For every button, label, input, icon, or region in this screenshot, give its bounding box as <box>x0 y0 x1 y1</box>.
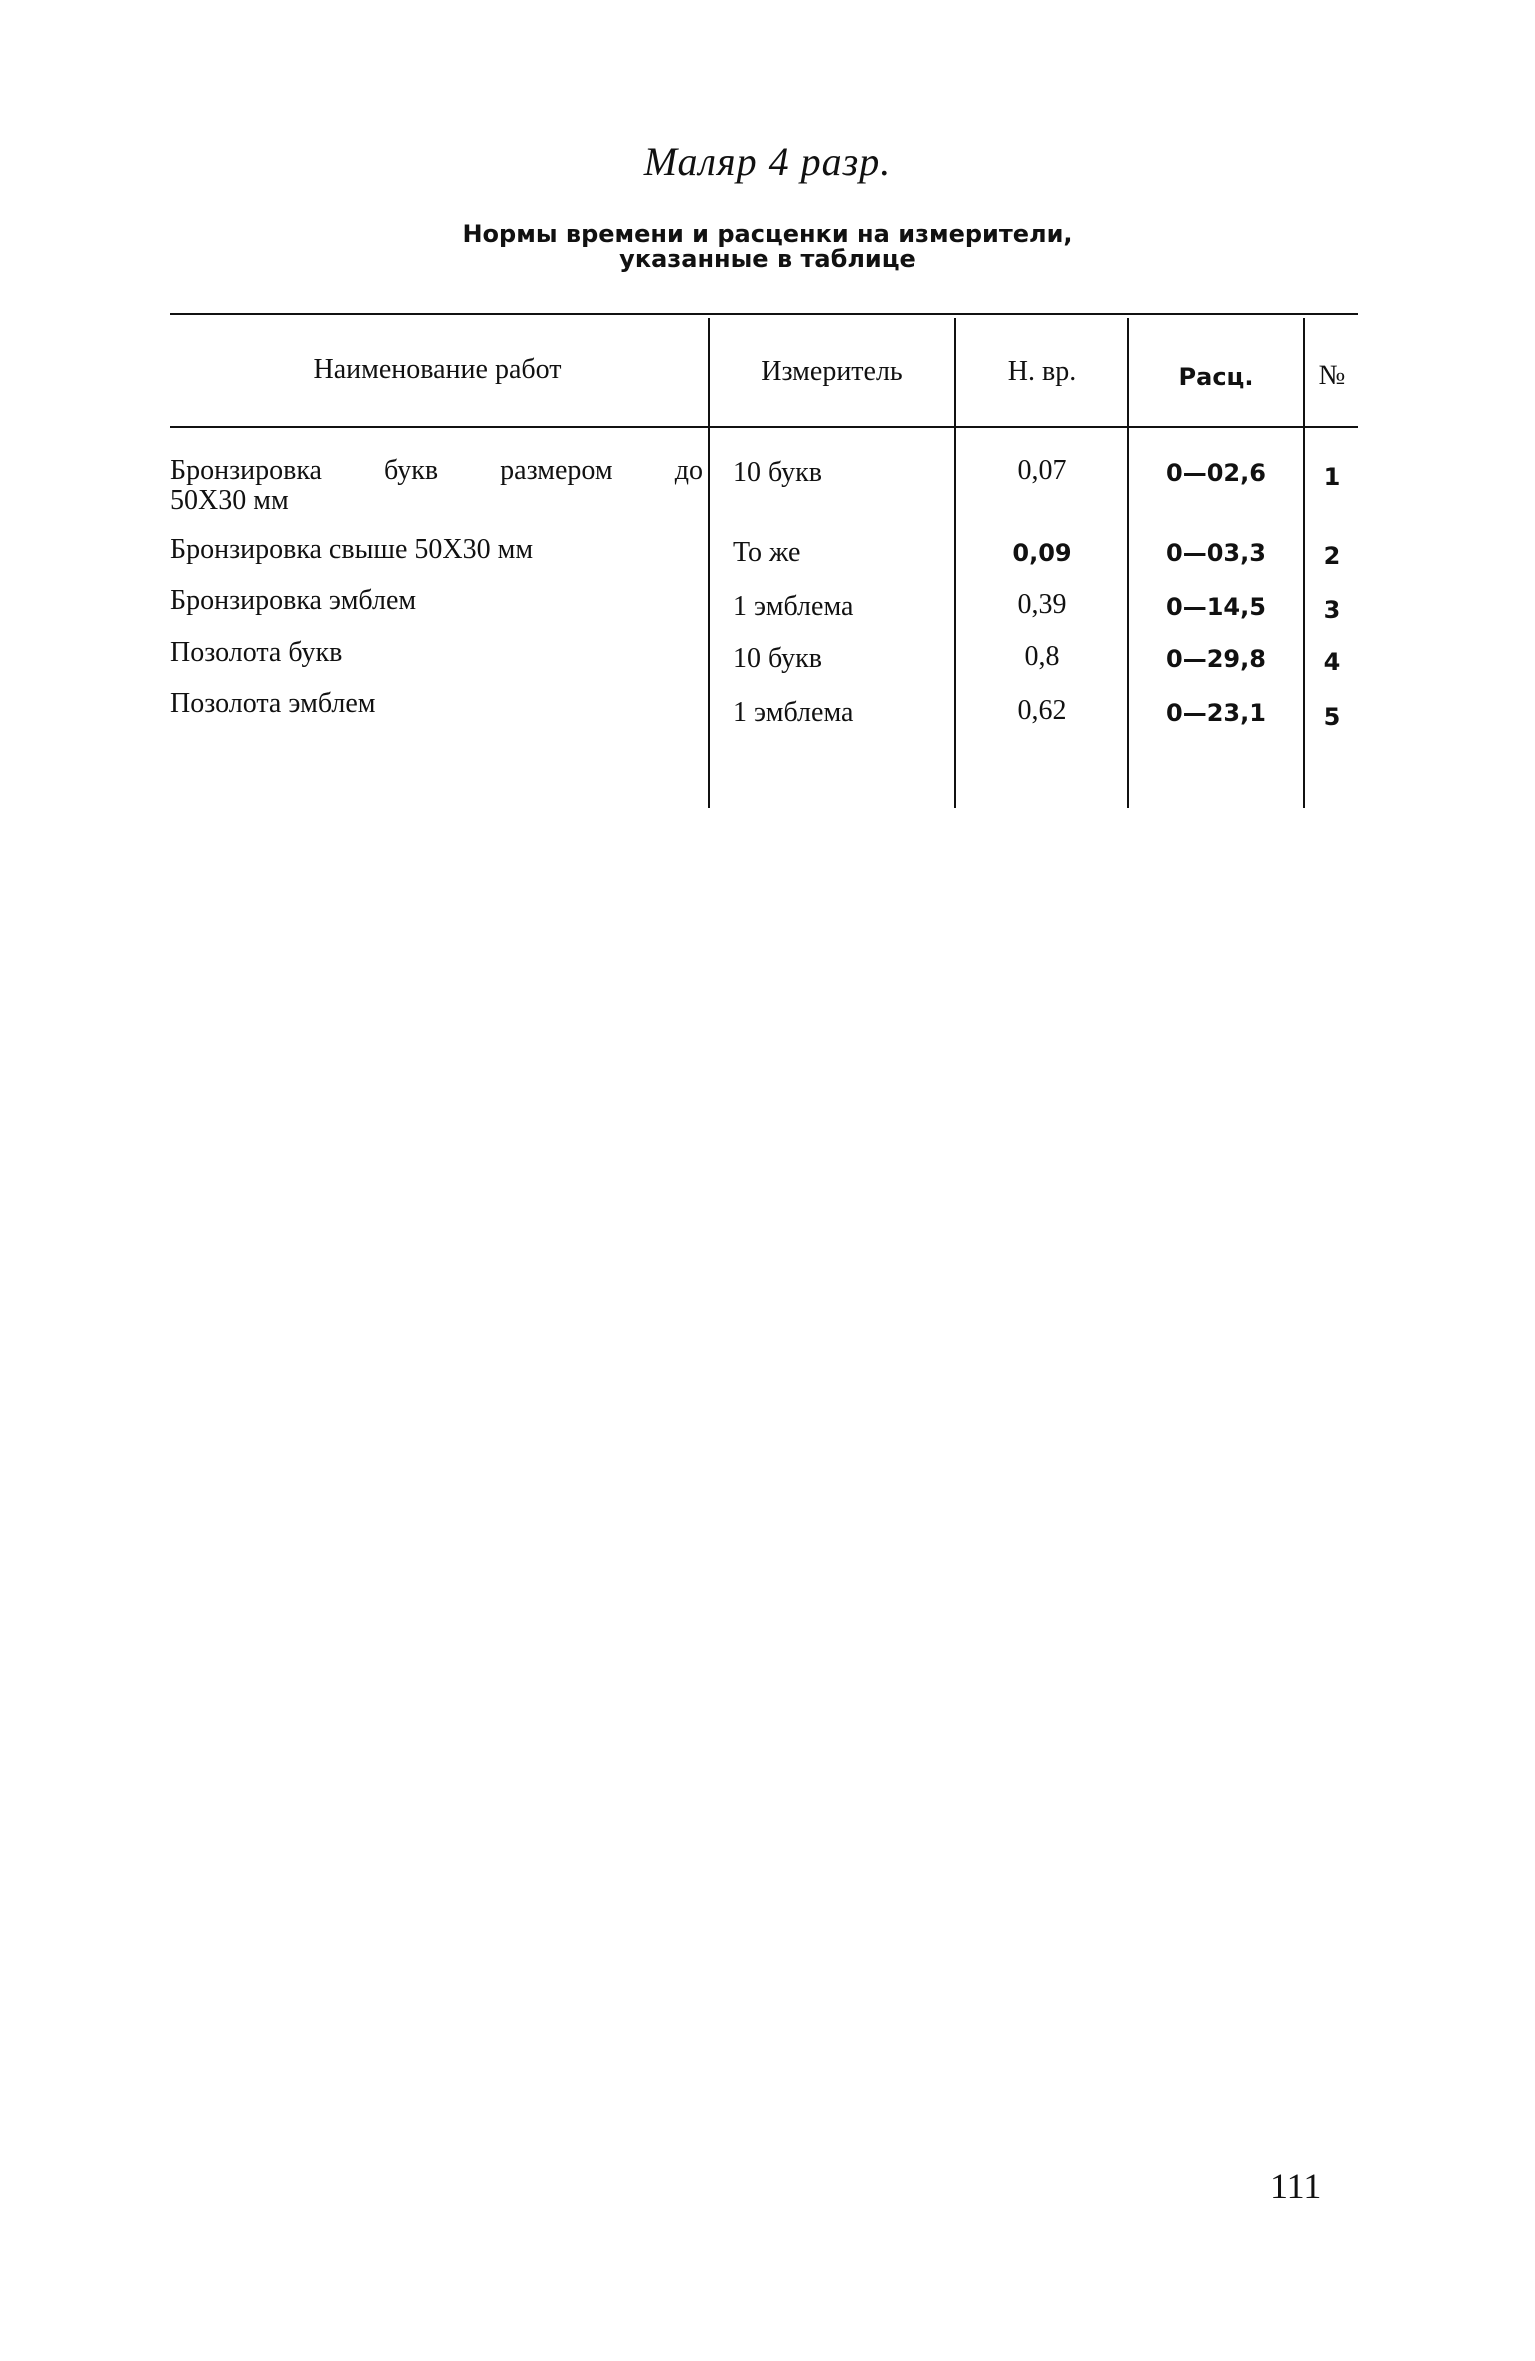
row-3-time: 0,39 <box>1017 589 1067 620</box>
row-1-num: 1 <box>1323 463 1341 491</box>
row-5-name: Позолота эмблем <box>170 688 376 719</box>
row-1-name-line-2: 50Х30 мм <box>170 485 289 516</box>
row-4-time: 0,8 <box>1024 641 1060 672</box>
row-2-unit: То же <box>733 537 801 568</box>
column-divider-2 <box>954 318 956 808</box>
row-5-rate: 0—23,1 <box>1166 699 1266 727</box>
row-1-name-word-2: букв <box>384 455 439 486</box>
header-rate: Расц. <box>1178 363 1254 391</box>
row-1-rate: 0—02,6 <box>1166 459 1266 487</box>
row-5-unit: 1 эмблема <box>733 697 854 728</box>
header-name: Наименование работ <box>313 354 562 385</box>
row-3-unit: 1 эмблема <box>733 591 854 622</box>
column-divider-4 <box>1303 318 1305 808</box>
column-divider-3 <box>1127 318 1129 808</box>
row-5-time: 0,62 <box>1017 695 1067 726</box>
page-title: Маляр 4 разр. <box>643 139 892 184</box>
header-num: № <box>1318 360 1346 391</box>
table-caption-line-2: указанные в таблице <box>619 245 916 273</box>
row-2-time: 0,09 <box>1012 539 1072 567</box>
row-1-name-word-3: размером <box>500 455 613 486</box>
row-3-num: 3 <box>1323 596 1341 624</box>
table-caption-line-1: Нормы времени и расценки на измерители, <box>462 220 1073 248</box>
row-4-unit: 10 букв <box>733 643 823 674</box>
row-2-num: 2 <box>1323 542 1341 570</box>
row-1-name <box>170 456 703 516</box>
row-4-rate: 0—29,8 <box>1166 645 1266 673</box>
table-top-rule <box>170 313 1358 315</box>
row-4-num: 4 <box>1323 648 1341 676</box>
header-unit: Измеритель <box>761 356 903 387</box>
row-1-time: 0,07 <box>1017 455 1067 486</box>
table-header-rule <box>170 426 1358 428</box>
row-3-rate: 0—14,5 <box>1166 593 1266 621</box>
page-number: 111 <box>1270 2166 1322 2206</box>
row-1-unit: 10 букв <box>733 457 823 488</box>
row-1-name-word-1: Бронзировка <box>170 455 322 486</box>
row-1-name-word-4: до <box>674 455 703 486</box>
row-2-name: Бронзировка свыше 50Х30 мм <box>170 534 534 565</box>
column-divider-1 <box>708 318 710 808</box>
row-3-name: Бронзировка эмблем <box>170 585 417 616</box>
table-caption <box>0 222 1535 272</box>
row-1-name-line-1 <box>170 456 703 486</box>
row-2-rate: 0—03,3 <box>1166 539 1266 567</box>
header-time: Н. вр. <box>1007 356 1077 387</box>
row-4-name: Позолота букв <box>170 637 343 668</box>
row-5-num: 5 <box>1323 703 1341 731</box>
